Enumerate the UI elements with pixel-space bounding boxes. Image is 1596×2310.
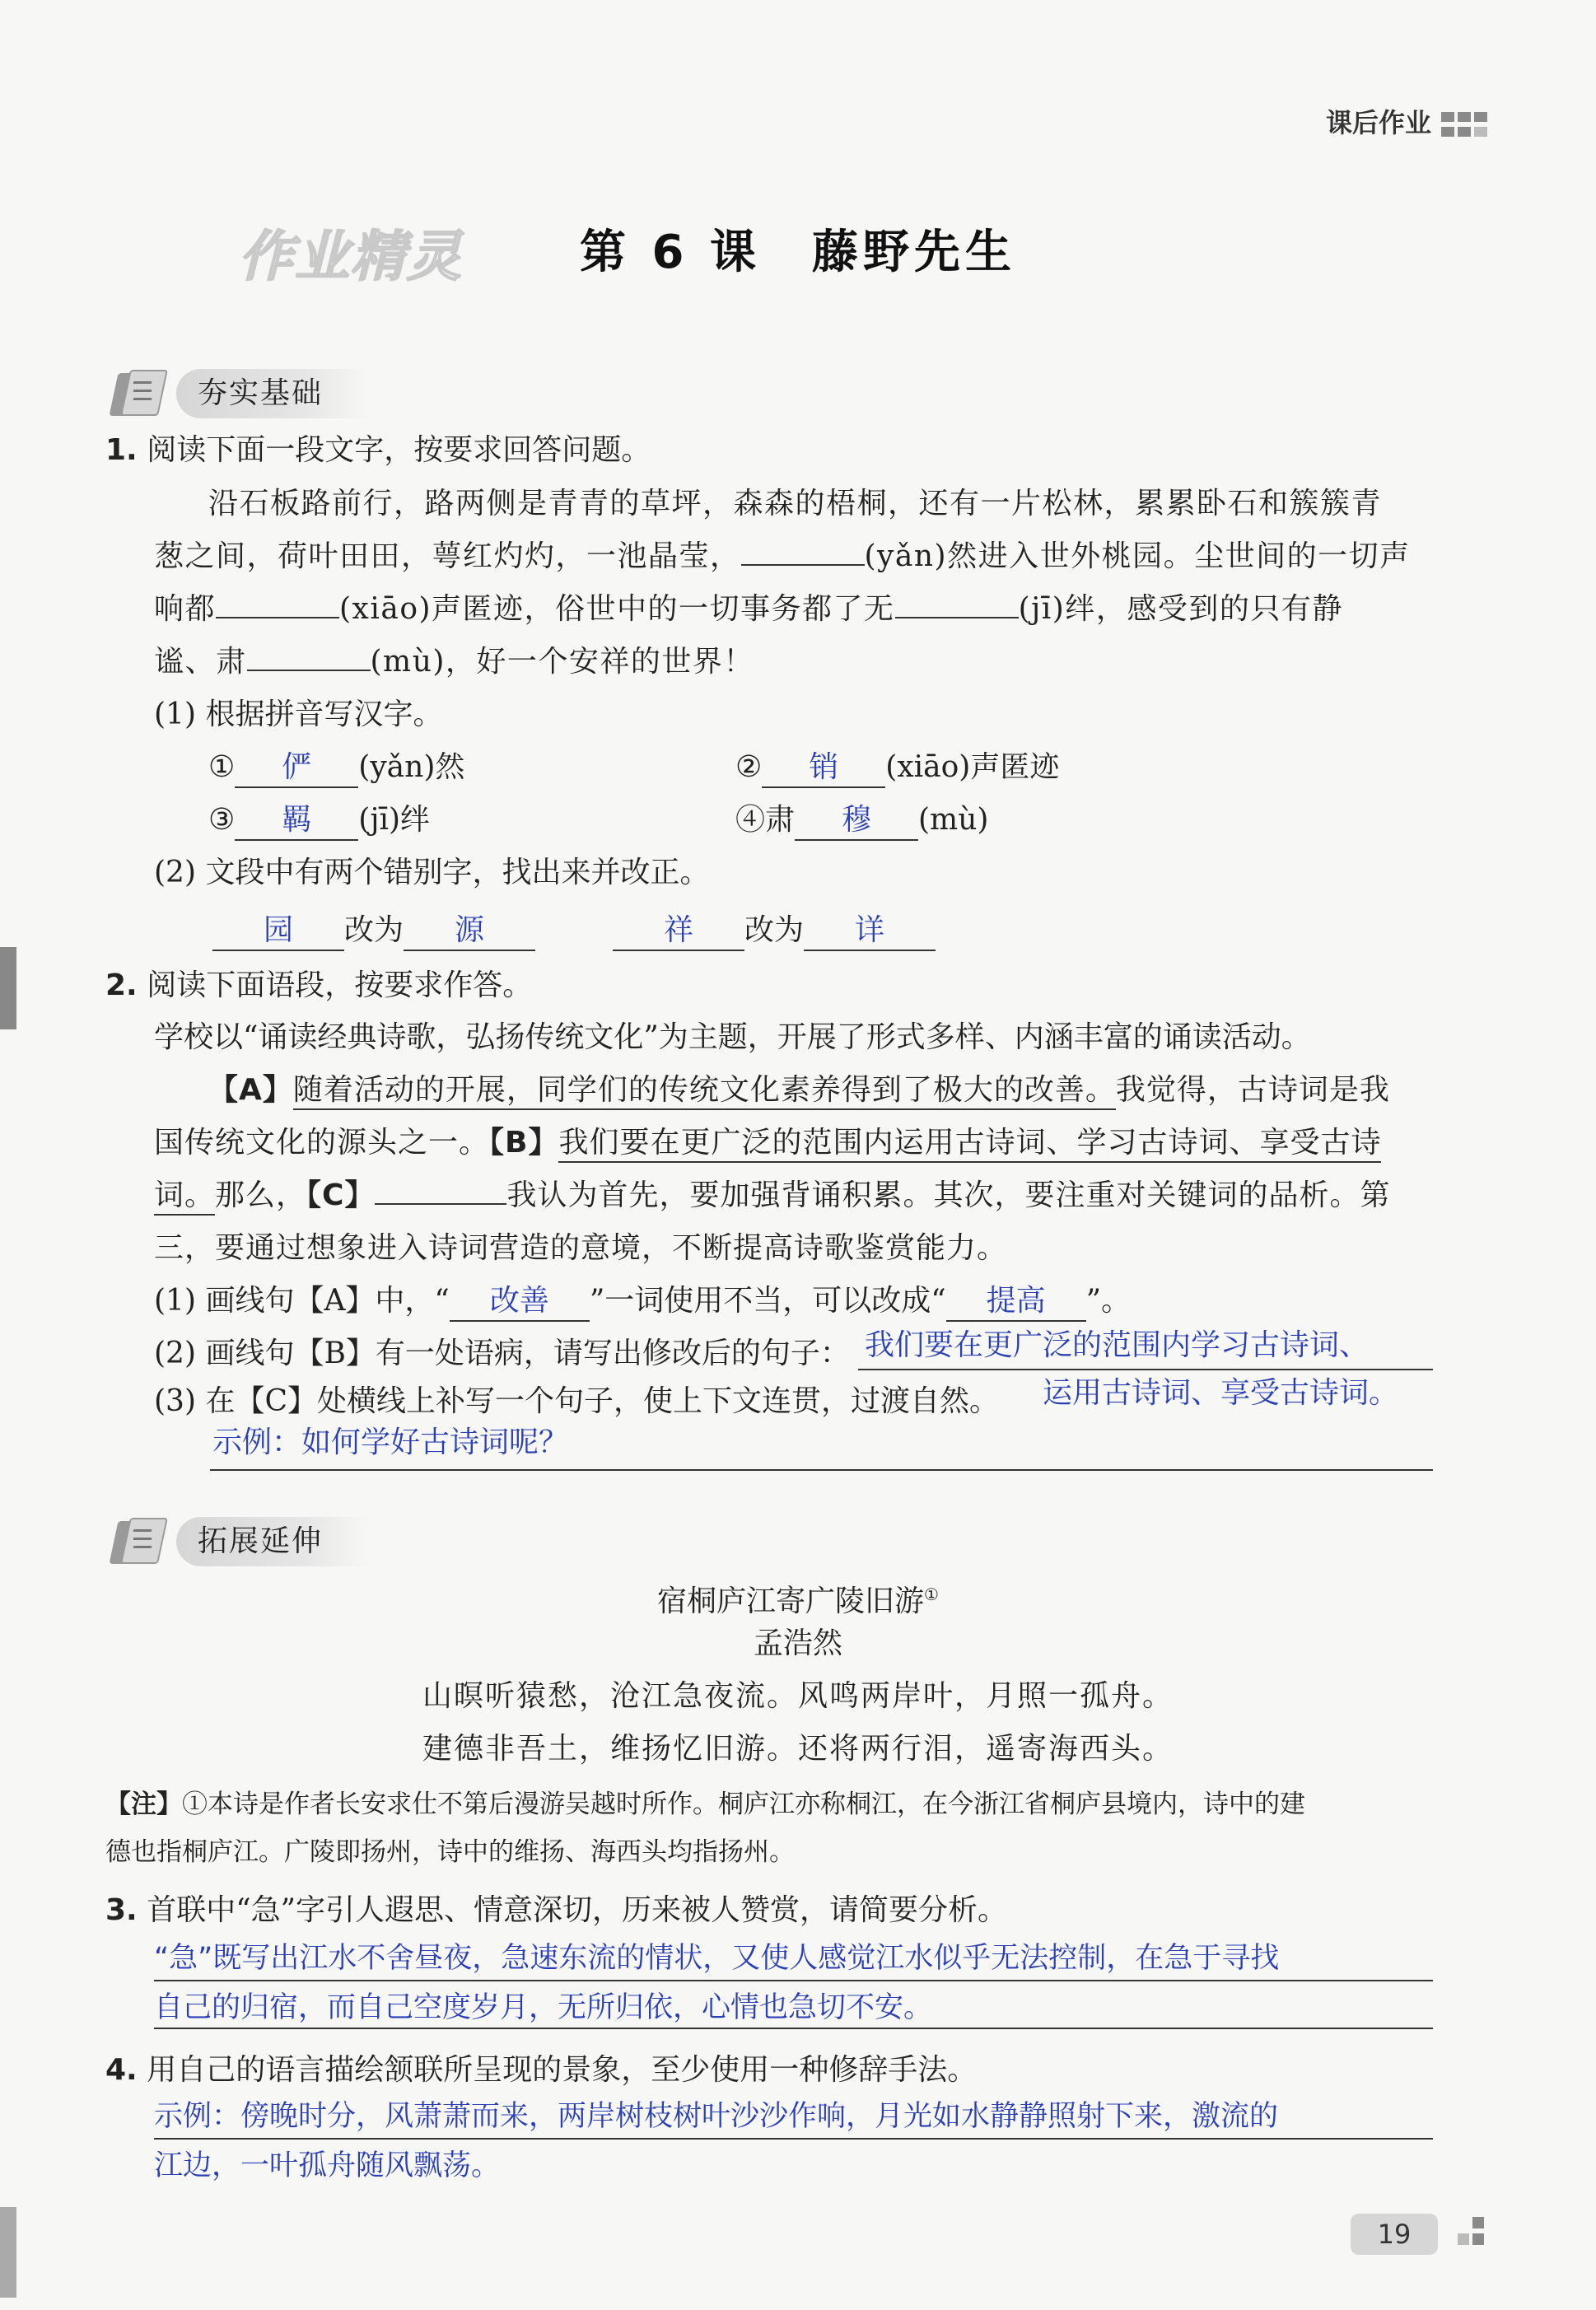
binding-mark-top — [0, 947, 16, 1029]
passage-line: 三，要通过想象进入诗词营造的意境，不断提高诗歌鉴赏能力。 — [154, 1231, 1008, 1265]
answer-line — [154, 2028, 1433, 2029]
answer-text: 自己的归宿，而自己空度岁月，无所归依，心情也急切不安。 — [154, 1991, 933, 2024]
correction-1: 园 改为 源 — [212, 904, 535, 957]
subquestion-1-1: (1) 根据拼音写汉字。 — [154, 698, 443, 731]
answer-text: 示例：如何学好古诗词呢？ — [212, 1426, 569, 1459]
answer-text: 示例：傍晚时分，风萧萧而来，两岸树枝树叶沙沙作响，月光如水静静照射下来，激流的 — [154, 2100, 1279, 2133]
answer-field[interactable]: 俨 — [235, 749, 358, 788]
subquestion-1-2: (2) 文段中有两个错别字，找出来并改正。 — [154, 856, 710, 889]
section-heading-basics — [105, 364, 371, 423]
subquestion-2-1: (1) 画线句【A】中，“ 改善 ”一词使用不当，可以改成“ 提高 ”。 — [154, 1275, 1131, 1328]
correction-2: 祥 改为 详 — [613, 904, 936, 957]
question-prompt: 阅读下面语段，按要求作答。 — [147, 968, 533, 1002]
passage-line: 谧、肃 (mù)，好一个安祥的世界！ — [154, 636, 754, 688]
answer-text: 运用古诗词、享受古诗词。 — [1043, 1376, 1399, 1410]
pinyin-item-3: ③ 羁 (jī)绊 — [208, 794, 430, 847]
pinyin-item-2: ② 销 (xiāo)声匿迹 — [735, 741, 1059, 794]
poem-title: 宿桐庐江寄广陵旧游① — [657, 1584, 939, 1618]
passage-line: 响都 (xiāo)声匿迹，俗世中的一切事务都了无 (jī)绊，感受到的只有静 — [154, 583, 1343, 636]
question-number: 2. — [105, 968, 138, 1002]
subquestion-2-2: (2) 画线句【B】有一处语病，请写出修改后的句子： — [154, 1337, 850, 1370]
passage-line: 葱之间，荷叶田田，萼红灼灼，一池晶莹， (yǎn)然进入世外桃园。尘世间的一切声 — [154, 530, 1411, 583]
poem-line: 建德非吾土，维扬忆旧游。还将两行泪，遥寄海西头。 — [422, 1732, 1174, 1766]
annotation: 【注】①本诗是作者长安求仕不第后漫游吴越时所作。桐庐江亦称桐江，在今浙江省桐庐县境内，诗中的建 — [105, 1790, 1305, 1819]
subquestion-2-3: (3) 在【C】处横线上补写一个句子，使上下文连贯，过渡自然。 — [154, 1384, 999, 1418]
binding-mark-bottom — [0, 2207, 16, 2298]
section-heading-extension — [105, 1512, 371, 1571]
passage-line: 学校以“诵读经典诗歌，弘扬传统文化”为主题，开展了形式多样、内涵丰富的诵读活动。 — [154, 1020, 1311, 1054]
answer-blank[interactable] — [247, 642, 371, 671]
question-1 — [105, 424, 651, 477]
passage-line: 沿石板路前行，路两侧是青青的草坪，森森的梧桐，还有一片松林，累累卧石和簇簇青 — [208, 487, 1383, 520]
notebook-icon — [105, 366, 181, 421]
question-2 — [105, 959, 532, 1012]
question-prompt: 阅读下面一段文字，按要求回答问题。 — [147, 433, 651, 467]
section-label: 夯实基础 — [176, 369, 371, 418]
header-label: 课后作业 — [1325, 107, 1431, 138]
question-prompt: 用自己的语言描绘颔联所呈现的景象，至少使用一种修辞手法。 — [147, 2053, 978, 2087]
page-title: 第 6 课 藤野先生 — [580, 226, 1016, 279]
grid-icon — [1456, 2214, 1486, 2255]
answer-text: “急”既写出江水不舍昼夜，急速东流的情状，又使人感觉江水似乎无法控制，在急于寻找 — [154, 1942, 1280, 1975]
pinyin-item-4: ④肃 穆 (mù) — [735, 794, 988, 847]
poem-line: 山暝听猿愁，沧江急夜流。风鸣两岸叶，月照一孤舟。 — [422, 1679, 1174, 1713]
question-number: 3. — [105, 1893, 138, 1927]
notebook-icon — [105, 1514, 181, 1569]
question-prompt: 首联中“急”字引人遐思、情意深切，历来被人赞赏，请简要分析。 — [147, 1893, 1007, 1927]
answer-field[interactable]: 提高 — [946, 1282, 1086, 1322]
running-header — [1326, 102, 1489, 140]
passage-line: 【A】随着活动的开展，同学们的传统文化素养得到了极大的改善。我觉得，古诗词是我 — [208, 1064, 1390, 1117]
grid-icon — [1441, 112, 1489, 137]
annotation-line: 德也指桐庐江。广陵即扬州，诗中的维扬、海西头均指扬州。 — [105, 1837, 795, 1867]
passage-line: 国传统文化的源头之一。【B】我们要在更广泛的范围内运用古诗词、学习古诗词、享受古诗 — [154, 1117, 1381, 1169]
answer-field[interactable]: 祥 — [613, 912, 744, 951]
answer-field[interactable]: 园 — [212, 912, 344, 951]
question-number: 4. — [105, 2053, 138, 2087]
underlined-sentence-a: 随着活动的开展，同学们的传统文化素养得到了极大的改善。 — [293, 1073, 1116, 1110]
answer-blank[interactable] — [375, 1175, 506, 1205]
answer-blank[interactable] — [741, 536, 865, 566]
question-3 — [105, 1884, 1007, 1937]
underlined-sentence-b: 我们要在更广泛的范围内运用古诗词、学习古诗词、享受古诗 — [558, 1126, 1381, 1163]
answer-field[interactable]: 穆 — [795, 801, 918, 841]
passage-line: 词。那么，【C】 我认为首先，要加强背诵积累。其次，要注重对关键词的品析。第 — [154, 1169, 1390, 1222]
answer-blank[interactable] — [216, 589, 339, 618]
answer-line — [210, 1469, 1433, 1471]
answer-blank[interactable] — [895, 589, 1019, 618]
answer-field[interactable]: 改善 — [450, 1282, 590, 1322]
question-number: 1. — [105, 433, 138, 467]
watermark: 作业精灵 — [239, 225, 463, 288]
answer-text: 江边，一叶孤舟随风飘荡。 — [154, 2149, 501, 2182]
answer-field[interactable]: 销 — [762, 749, 885, 788]
question-4 — [105, 2044, 977, 2097]
answer-field[interactable]: 羁 — [235, 801, 358, 841]
section-label: 拓展延伸 — [176, 1517, 371, 1566]
pinyin-item-1: ① 俨 (yǎn)然 — [208, 741, 464, 794]
answer-text: 我们要在更广泛的范围内学习古诗词、 — [865, 1328, 1370, 1362]
answer-field[interactable]: 源 — [404, 912, 535, 951]
page-number: 19 — [1351, 2214, 1438, 2255]
poem-author: 孟浩然 — [753, 1626, 842, 1660]
answer-field[interactable]: 详 — [804, 912, 936, 951]
